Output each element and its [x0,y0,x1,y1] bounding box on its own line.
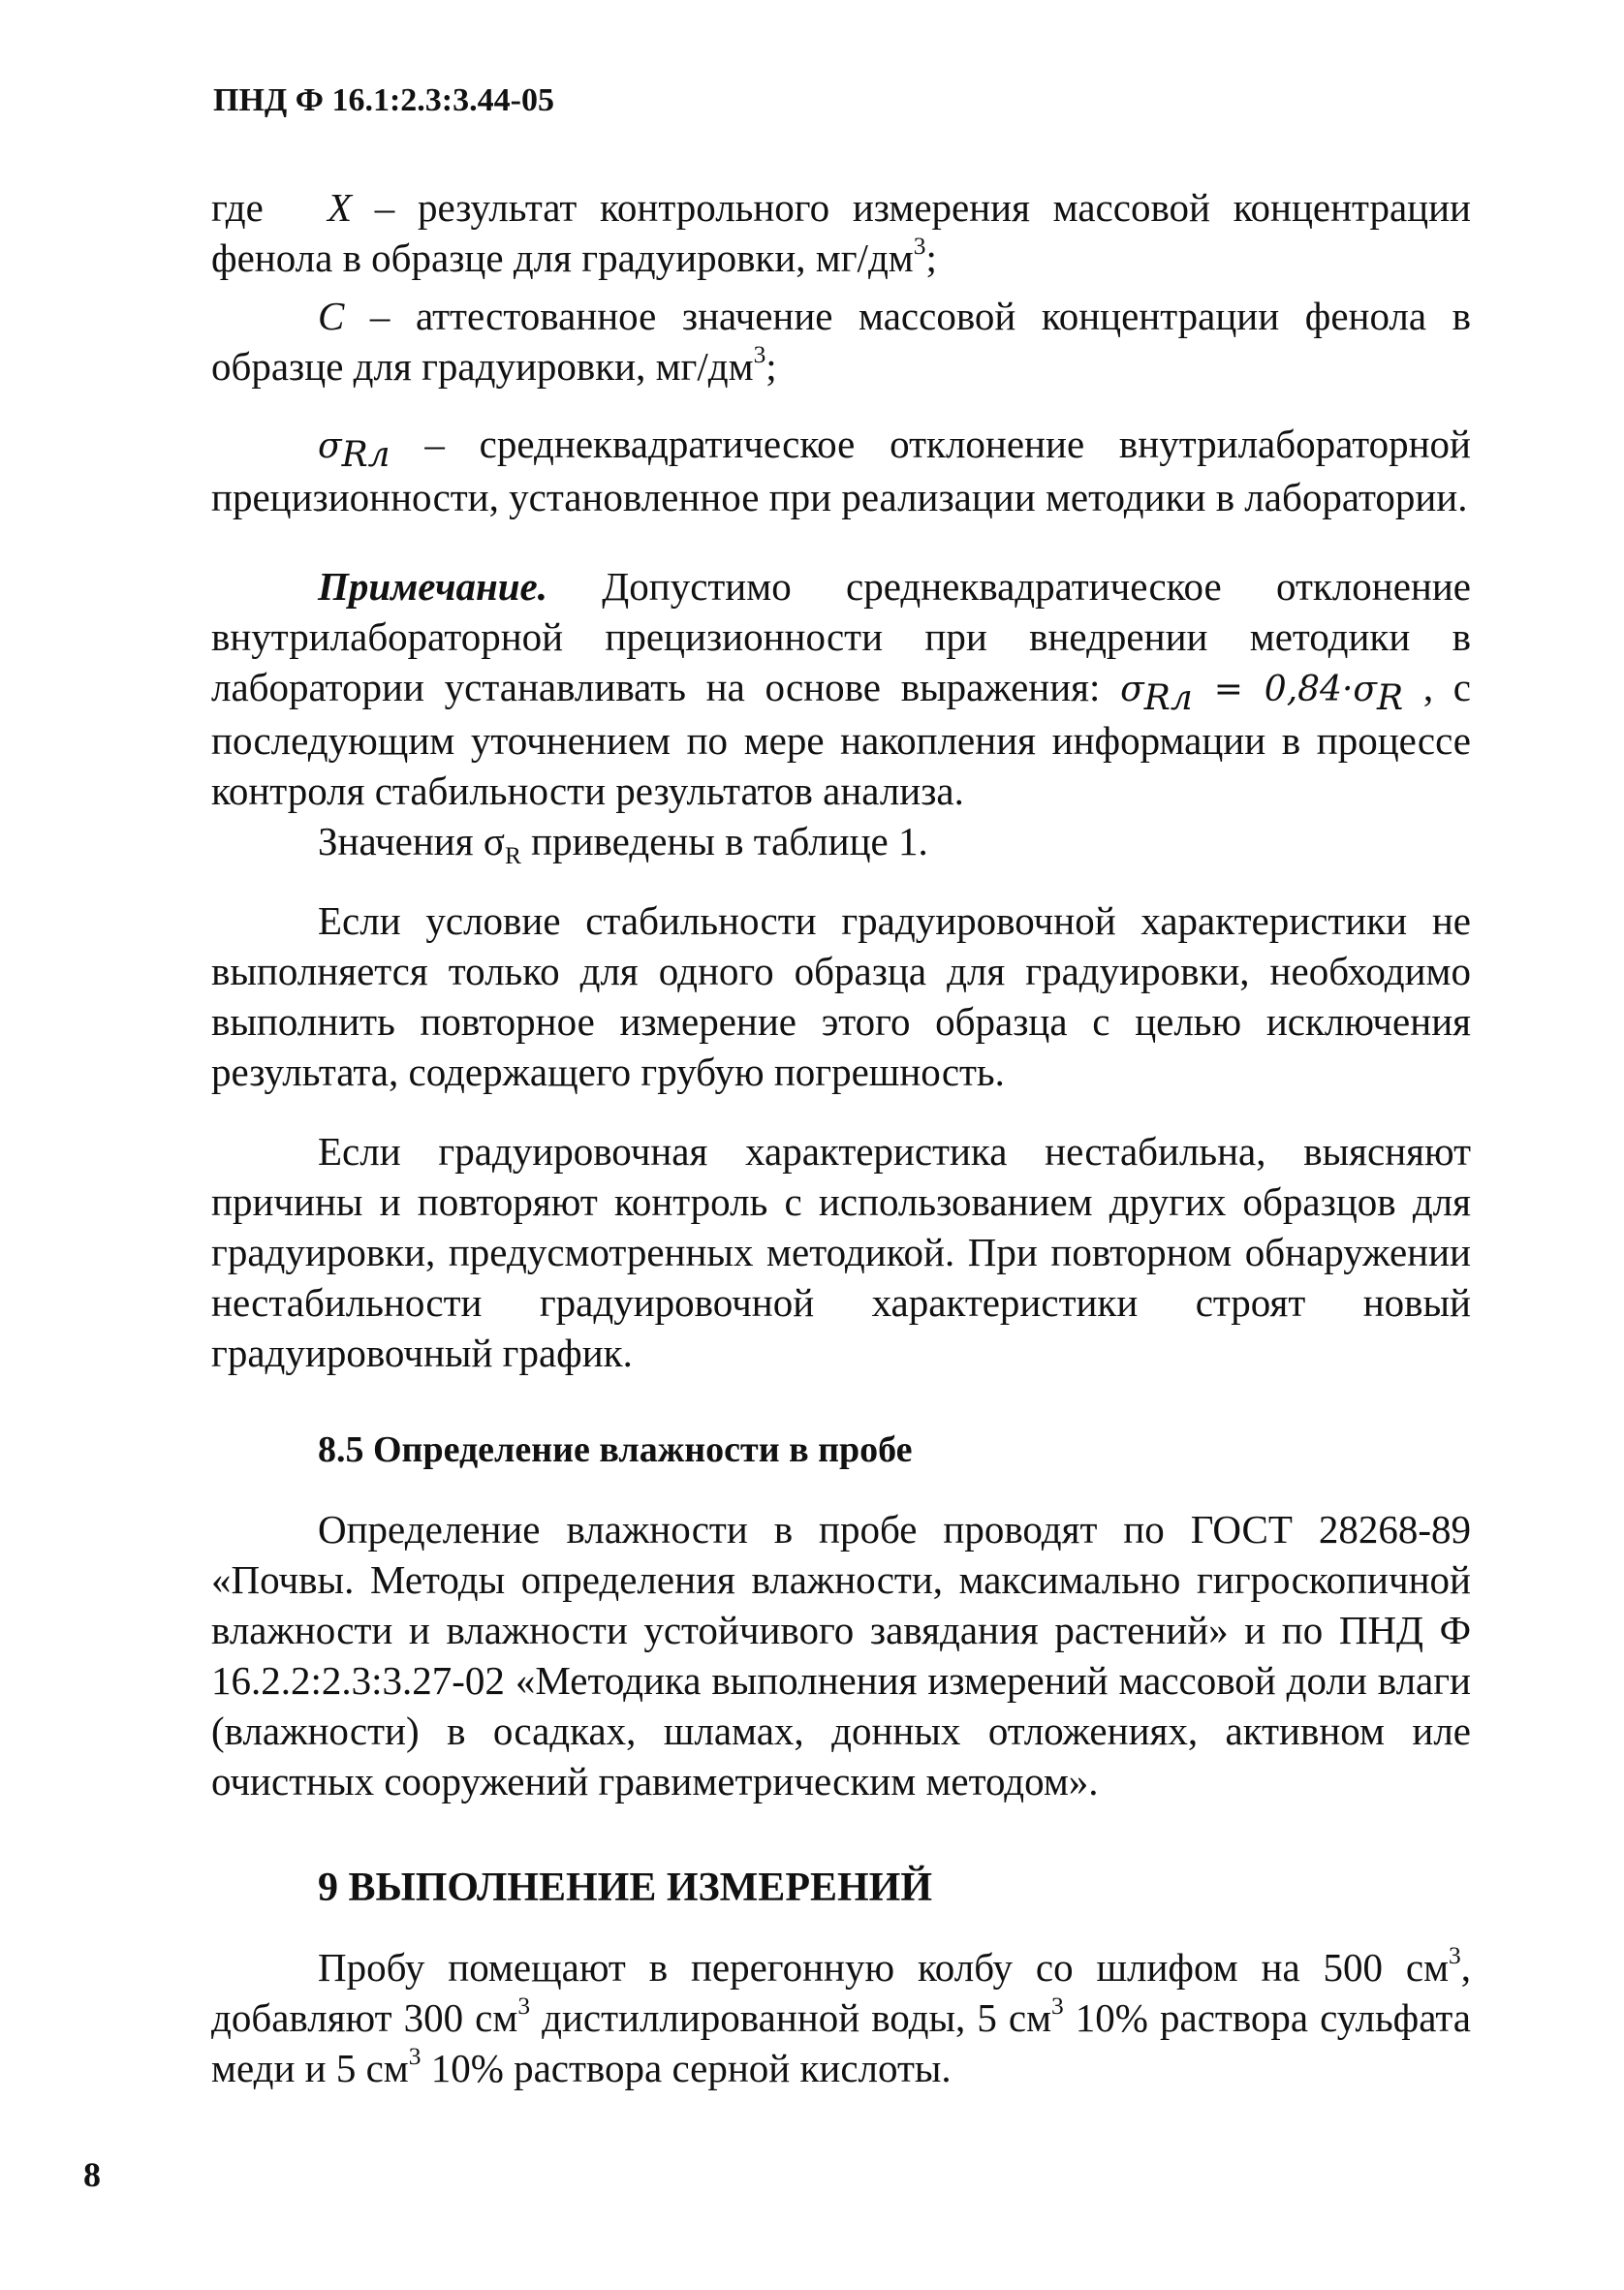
formula-lhs: σ [1120,670,1144,709]
document-body [211,182,1471,2093]
where-label: где [211,185,264,230]
definition-c-text: – аттестованное значение массовой концентрации фенола в образце для градуировки, мг/дм [211,294,1471,389]
definition-sigma-text: – среднеквадратическое отклонение внутрилабораторной прецизионности, установленное при реализации методики в лаборатории. [211,422,1471,519]
definition-c [211,291,1471,392]
note-text-1: Допустимо среднеквадратическое отклонение внутрилабораторной прецизионности при внедрении методики в лаборатории устанавливать на основе выражения: [211,564,1471,709]
s9-sup-2: 3 [517,1992,531,2021]
s9-sup-4: 3 [408,2043,422,2071]
s9-text-5: 10% раствора серной кислоты. [421,2046,952,2090]
s9-text-1: Пробу помещают в перегонную колбу со шлифом на 500 см [318,1945,1450,1990]
note-label: Примечание. [318,564,547,609]
section-title-9: 9 ВЫПОЛНЕНИЕ ИЗМЕРЕНИЙ [318,1866,932,1910]
symbol-c: C [318,294,345,338]
s9-sup-1: 3 [1449,1942,1461,1970]
s9-text-4: 10% раствора сульфата меди и 5 см [211,1995,1471,2090]
subsection-title-8-5: 8.5 Определение влажности в пробе [318,1429,913,1470]
values-sigma-sub: R [504,842,521,870]
definition-x-end: ; [925,235,937,280]
formula-rhs: σ [1353,670,1377,709]
paragraph-stability-unstable: Если градуировочная характеристика нестабильна, выясняют причины и повторяют контроль с использованием других образцов для градуировки, предусмотренных методикой. При повторном обнаружении нестабильности градуировочной характеристики строят новый градуировочный график. [211,1129,1471,1375]
s9-text-3: дистиллированной воды, 5 см [530,1995,1052,2040]
values-sigma: σ [483,819,505,863]
values-text-1: Значения [318,819,484,863]
symbol-x: X [328,185,353,230]
definition-x [211,182,1471,283]
values-line [211,816,1471,870]
symbol-sigma: σ [318,426,342,466]
values-text-2: приведены в таблице 1. [520,819,928,863]
definition-x-text: – результат контрольного измерения массовой концентрации фенола в образце для градуировки, мг/дм [211,185,1471,280]
formula-eq: = 0,84· [1192,670,1354,709]
definition-c-sup: 3 [753,341,766,369]
definition-x-sup: 3 [913,233,926,261]
definition-c-end: ; [765,344,777,389]
paragraph-stability-single: Если условие стабильности градуировочной характеристики не выполняется только для одного образца для градуировки, необходимо выполнить повторное измерение этого образца с целью исключения результата, содержащего грубую погрешность. [211,898,1471,1094]
s9-sup-3: 3 [1051,1992,1064,2021]
symbol-sigma-sub: Rл [341,435,390,476]
subsection-8-5-text: Определение влажности в пробе проводят по ГОСТ 28268-89 «Почвы. Методы определения влажности, максимально гигроскопичной влажности и влажности устойчивого завядания растений» и по ПНД Ф 16.2.2:2.3:3.27-02 «Методика выполнения измерений массовой доли влаги (влажности) в осадках, шламах, донных отложениях, активном иле очистных сооружений гравиметрическим методом». [211,1507,1471,1804]
formula-lhs-sub: Rл [1143,678,1193,719]
page-number: 8 [83,2155,101,2194]
section-9-text [211,1942,1471,2093]
formula-rhs-sub: R [1376,678,1404,719]
s9-text-2: , добавляют 300 см [211,1945,1471,2040]
note-text-2: , с последующим уточнением по мере накопления информации в процессе контроля стабильности результатов анализа. [211,665,1472,813]
definition-sigma [211,419,1471,522]
document-code-header: ПНД Ф 16.1:2.3:3.44-05 [213,82,554,118]
note-paragraph [211,561,1471,816]
